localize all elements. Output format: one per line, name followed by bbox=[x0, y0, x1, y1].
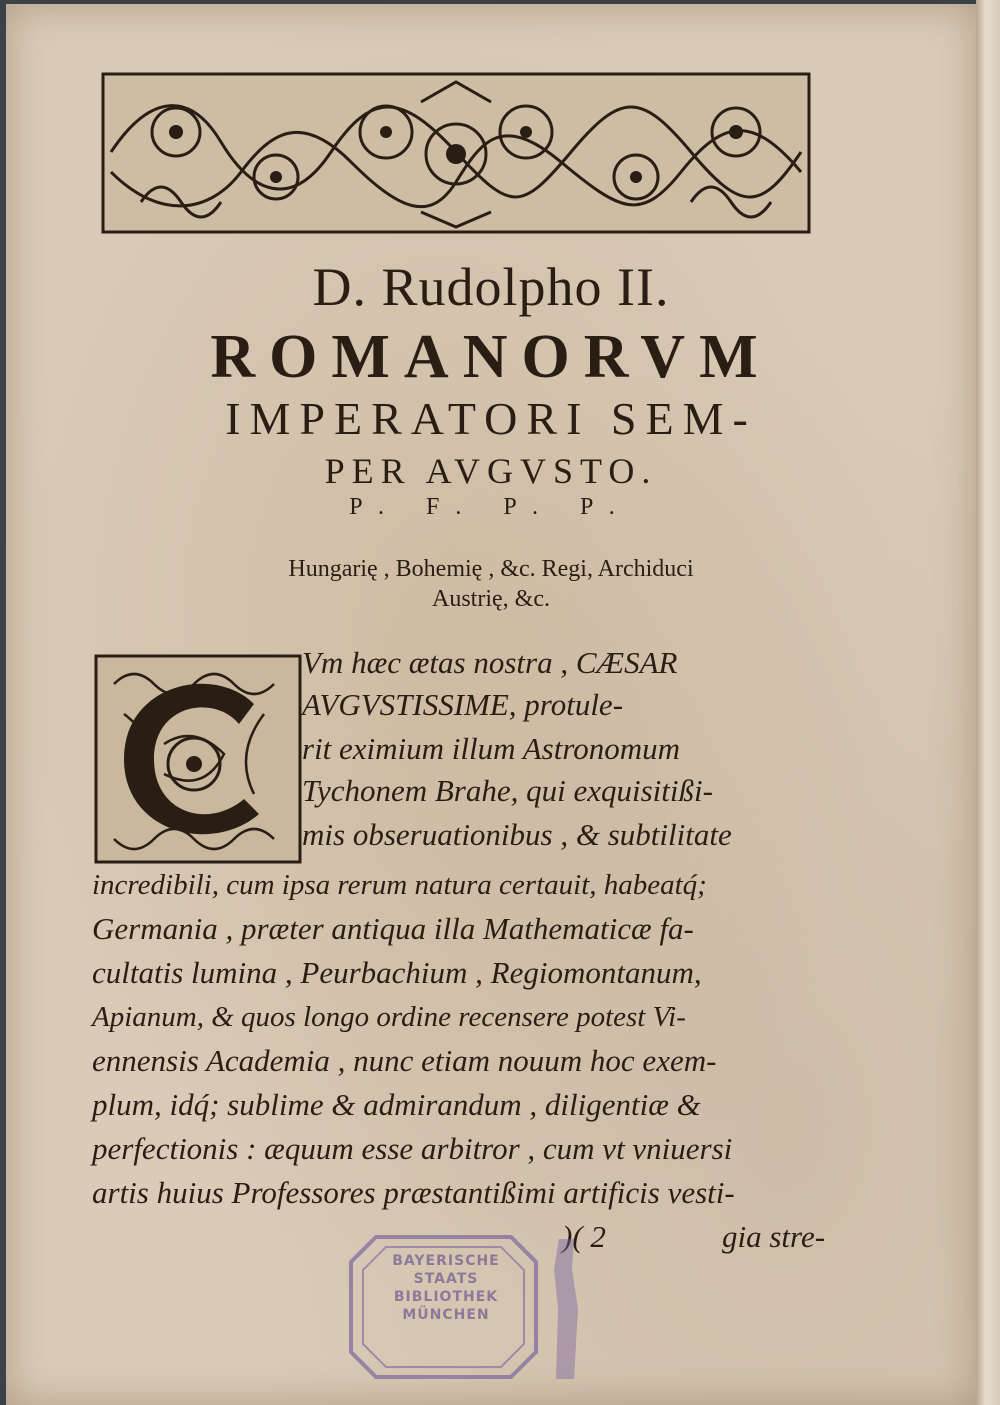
body-line: ennensis Academia , nunc etiam nouum hoc exem- bbox=[92, 1043, 717, 1078]
body-line: Tychonem Brahe, qui exquisitißi- bbox=[302, 773, 713, 808]
header-ornament bbox=[101, 72, 811, 234]
dedication-title-romanorum: ROMANORVM bbox=[210, 323, 772, 391]
body-line: Vm hæc ætas nostra , CÆSAR bbox=[302, 645, 678, 680]
signature-mark: )( 2 bbox=[562, 1219, 606, 1254]
body-line: Apianum, & quos longo ordine recensere potest Vi- bbox=[92, 1001, 686, 1033]
dedication-title-pfpp: P. F. P. P. bbox=[349, 494, 633, 520]
dedication-subtitle-line1: Hungarię , Bohemię , &c. Regi, Archiduci bbox=[288, 556, 694, 582]
page-edge bbox=[976, 0, 1000, 1405]
dedication-title-imperatori: IMPERATORI SEM- bbox=[225, 393, 757, 444]
body-line: plum, idq́; sublime & admirandum , diligentiæ & bbox=[92, 1087, 701, 1122]
dedication-title: D. Rudolpho II. bbox=[312, 257, 670, 317]
body-line: Germania , præter antiqua illa Mathematicæ fa- bbox=[92, 911, 694, 946]
dedication-title-augusto: PER AVGVSTO. bbox=[324, 451, 658, 491]
body-line: artis huius Professores præstantißimi artificis vesti- bbox=[92, 1175, 735, 1210]
library-stamp-text: BAYERISCHE STAATS BIBLIOTHEK MÜNCHEN bbox=[392, 1253, 500, 1323]
body-line: cultatis lumina , Peurbachium , Regiomontanum, bbox=[92, 955, 702, 990]
dedication-subtitle-line2: Austrię, &c. bbox=[432, 586, 550, 612]
ink-mark bbox=[544, 1229, 589, 1389]
book-page bbox=[6, 4, 976, 1405]
body-line: mis obseruationibus , & subtilitate bbox=[302, 817, 732, 852]
body-line: perfectionis : æquum esse arbitror , cum vt vniuersi bbox=[92, 1131, 733, 1166]
decorated-initial bbox=[94, 654, 302, 864]
body-line: rit eximium illum Astronomum bbox=[302, 731, 681, 766]
body-line: incredibili, cum ipsa rerum natura certauit, habeatq́; bbox=[92, 869, 707, 901]
body-line: AVGVSTISSIME, protule- bbox=[302, 687, 624, 722]
catchword: gia stre- bbox=[722, 1219, 826, 1254]
